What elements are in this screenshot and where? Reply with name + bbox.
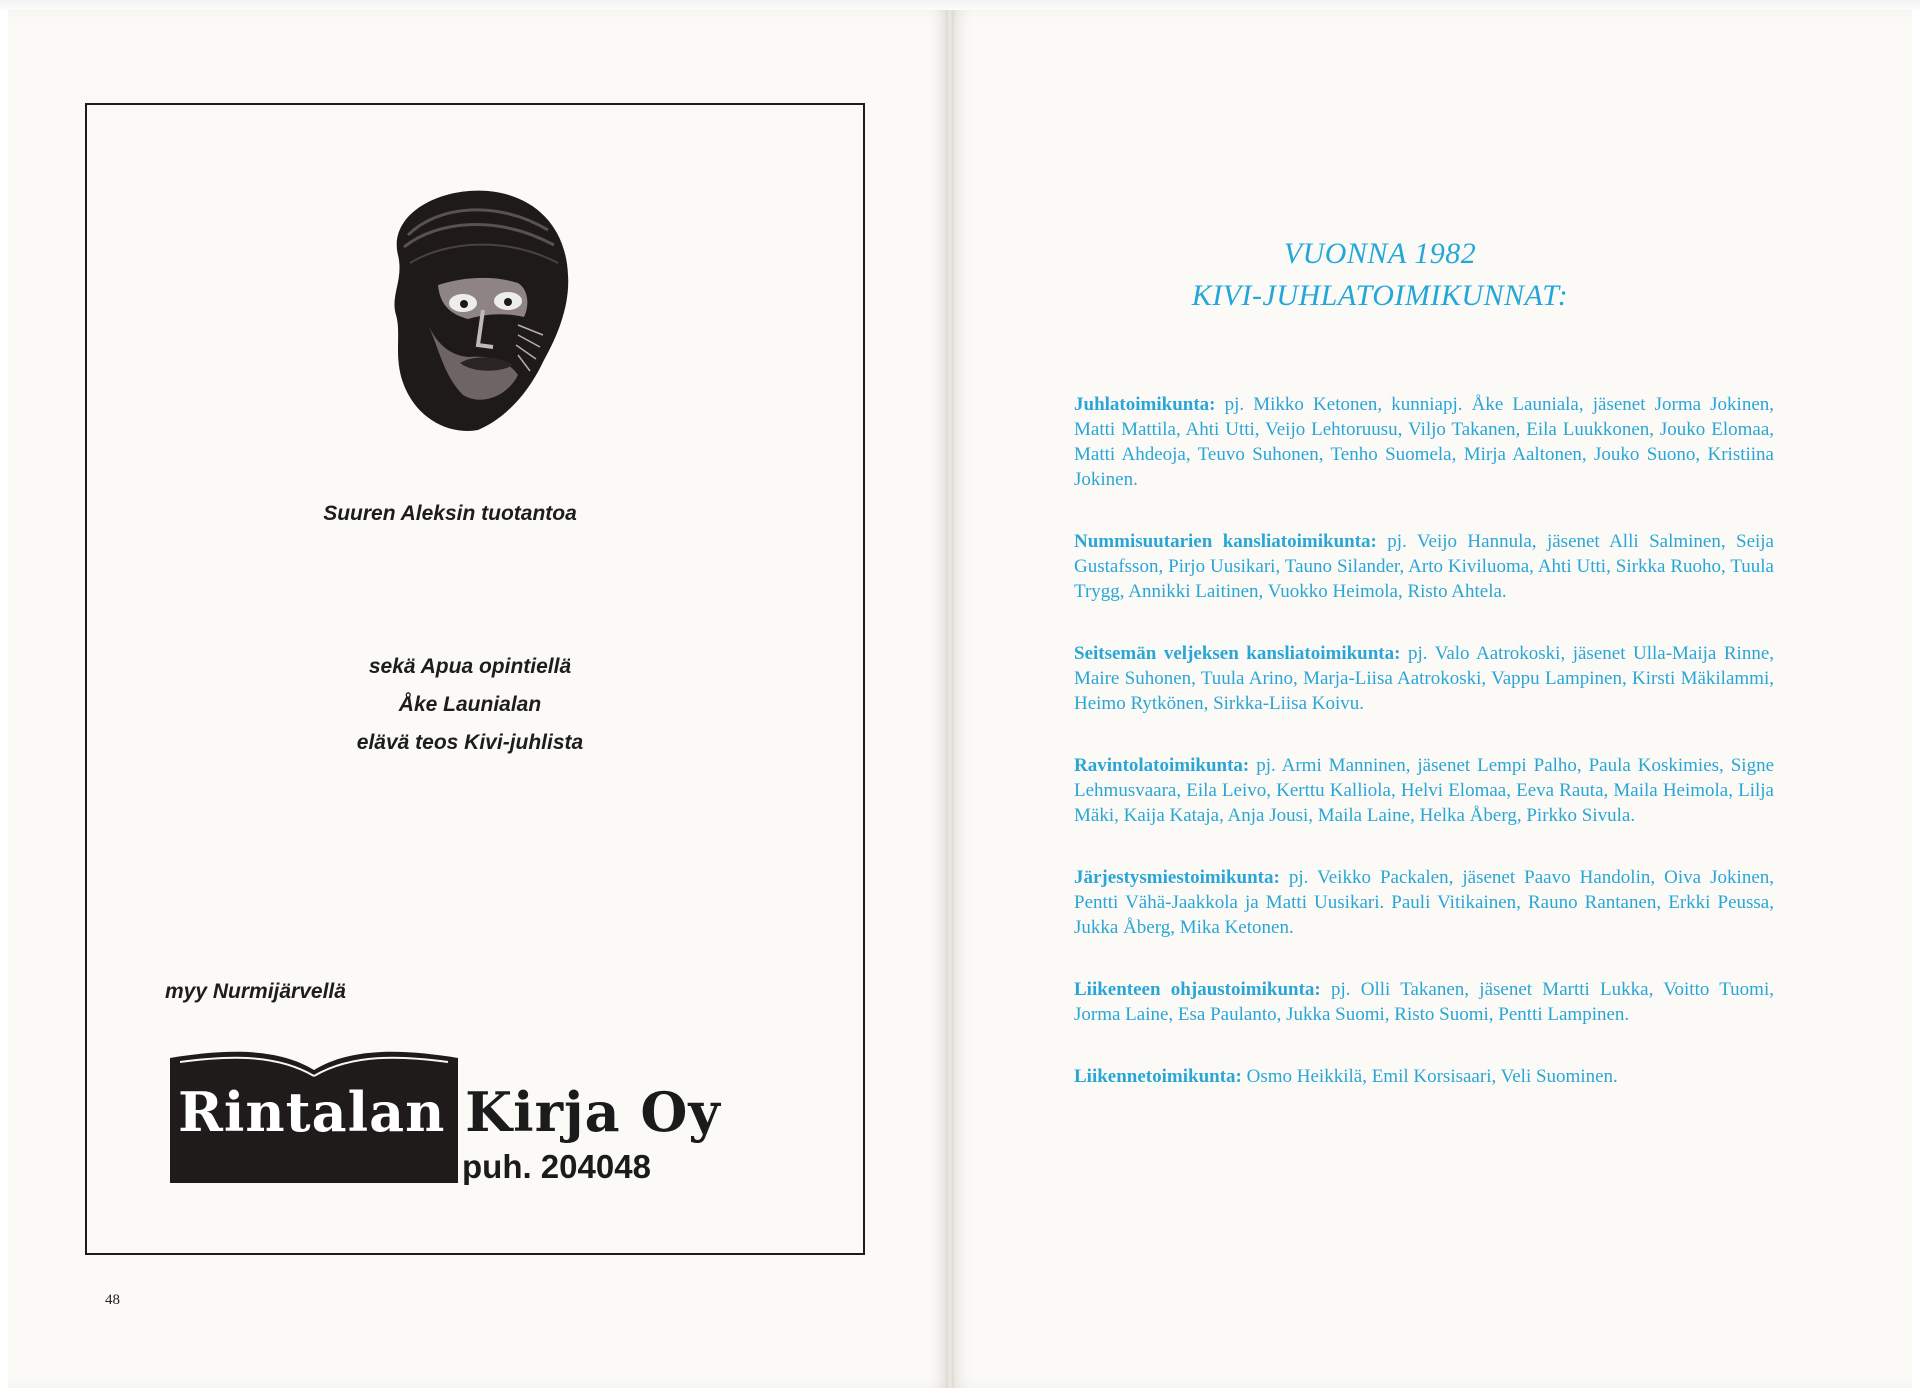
committee-members: pj. Valo Aatrokoski, jäsenet Ulla-Maija Rinne, Maire Suhonen, Tuula Arino, Marja-Liisa Aatrokoski, Vappu Lampinen, Kirsti Mäkilammi, Heimo Rytkönen, Sirkka-Liisa Koivu. — [1074, 643, 1775, 714]
committee-item — [1074, 977, 1774, 1027]
committee-members: pj. Armi Manninen, jäsenet Lempi Palho, Paula Koskimies, Signe Lehmusvaara, Eila Leivo, Kerttu Kalliola, Helvi Elomaa, Eeva Rauta, Maila Heimola, Lilja Mäki, Kaija Kataja, Anja Jousi, Maila Laine, Helka Åberg, Pirkko Sivula. — [1074, 755, 1775, 826]
committee-members: pj. Mikko Ketonen, kunniapj. Åke Launiala, jäsenet Jorma Jokinen, Matti Mattila, Ahti Utti, Veijo Lehtoruusu, Viljo Takanen, Eila Luukkonen, Jouko Elomaa, Matti Ahdeoja, Teuvo Suhonen, Tenho Suomela, Mirja Aaltonen, Jouko Suono, Kristiina Jokinen. — [1074, 394, 1775, 490]
book-spine — [946, 10, 954, 1388]
ad-description-line: sekä Apua opintiellä — [368, 655, 572, 678]
committee-members: pj. Olli Takanen, jäsenet Martti Lukka, Voitto Tuomi, Jorma Laine, Esa Paulanto, Jukka Suomi, Risto Suomi, Pentti Lampinen. — [1074, 979, 1774, 1025]
ad-sells-in: myy Nurmijärvellä — [165, 980, 346, 1003]
committee-item — [1074, 865, 1774, 940]
committee-item — [1074, 392, 1774, 492]
committee-item — [1074, 1064, 1774, 1089]
ad-tagline: Suuren Aleksin tuotantoa — [323, 502, 577, 525]
committee-name: Liikennetoimikunta: — [1074, 1066, 1242, 1087]
portrait-illustration — [368, 185, 573, 435]
committee-members: pj. Veikko Packalen, jäsenet Paavo Handolin, Oiva Jokinen, Pentti Vähä-Jaakkola ja Matti Uusikari. Pauli Vitikainen, Rauno Rantanen, Erkki Peussa, Jukka Åberg, Mika Ketonen. — [1074, 867, 1775, 938]
shop-name-reversed: Rintalan — [178, 1080, 446, 1144]
committee-item — [1074, 641, 1774, 716]
shop-name — [178, 1080, 721, 1144]
committee-item — [1074, 753, 1774, 828]
shop-phone: puh. 204048 — [462, 1148, 651, 1185]
committee-name: Juhlatoimikunta: — [1074, 394, 1216, 415]
shop-name-rest: Kirja Oy — [445, 1080, 721, 1144]
ad-description-line: Åke Launialan — [398, 693, 542, 716]
page-number: 48 — [105, 1292, 120, 1308]
committee-name: Ravintolatoimikunta: — [1074, 755, 1250, 776]
heading-line: KIVI-JUHLATOIMIKUNNAT: — [1191, 279, 1569, 312]
committee-members: pj. Veijo Hannula, jäsenet Alli Salminen, Seija Gustafsson, Pirjo Uusikari, Tauno Silander, Arto Kiviluoma, Ahti Utti, Sirkka Ruoho, Tuula Trygg, Annikki Laitinen, Vuokko Heimola, Risto Ahtela. — [1074, 531, 1774, 602]
committee-name: Nummisuutarien kansliatoimikunta: — [1074, 531, 1377, 552]
heading-line: VUONNA 1982 — [1283, 237, 1477, 270]
committee-members: Osmo Heikkilä, Emil Korsisaari, Veli Suominen. — [1246, 1066, 1618, 1087]
committee-list — [1074, 392, 1774, 1126]
committee-item — [1074, 529, 1774, 604]
committees-heading — [1070, 233, 1690, 317]
committee-name: Seitsemän veljeksen kansliatoimikunta: — [1074, 643, 1401, 664]
ad-description-line: elävä teos Kivi-juhlista — [356, 731, 584, 754]
committee-name: Liikenteen ohjaustoimikunta: — [1074, 979, 1321, 1000]
ad-description — [250, 648, 690, 762]
committee-name: Järjestysmiestoimikunta: — [1074, 867, 1280, 888]
